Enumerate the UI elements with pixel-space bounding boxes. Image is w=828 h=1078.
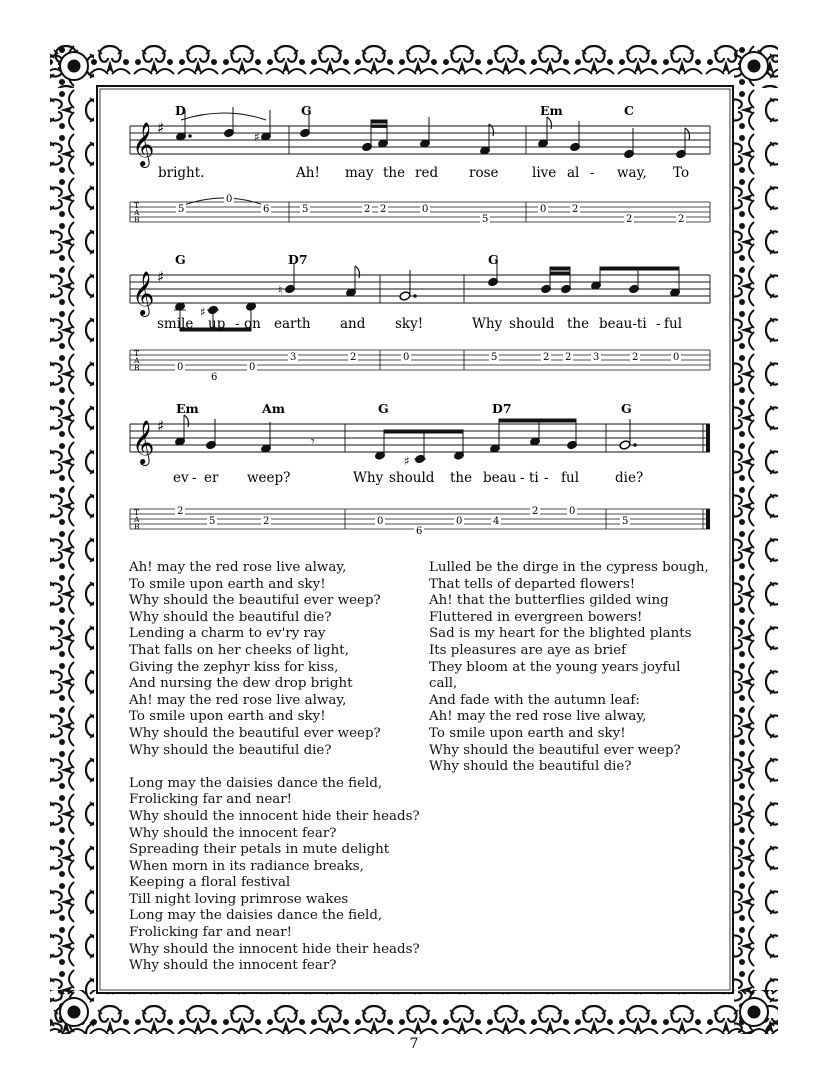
tab-fret-number: 5 (302, 204, 309, 215)
verse-line: Till night loving primrose wakes (129, 891, 349, 907)
tab-fret-number: 2 (626, 214, 633, 225)
staff (130, 126, 710, 154)
lyric-syllable: should (389, 470, 435, 486)
tab-fret-number: 2 (543, 352, 550, 363)
tab-fret-number: 5 (209, 516, 216, 527)
verse-line: Why should the innocent hide their heads? (129, 941, 420, 957)
lyric-hyphen: - (590, 165, 595, 181)
lyric-syllable: and (340, 316, 366, 332)
tab-staff (130, 350, 710, 370)
system-3 (130, 401, 710, 537)
lyric-syllable: bright. (158, 165, 205, 181)
verse-line: Ah! that the butterflies gilded wing (429, 593, 669, 609)
chord-symbols (175, 103, 634, 118)
lyric-syllable: ti (529, 470, 539, 486)
verse-line: Keeping a floral festival (129, 875, 291, 891)
tab-fret-number: 2 (177, 506, 184, 517)
system-2 (130, 252, 710, 383)
tab-fret-number: 6 (416, 526, 423, 537)
lyric-hyphen: - (235, 316, 240, 332)
chord-label: D7 (492, 401, 512, 416)
tab-fret-number: 4 (493, 516, 500, 527)
tab-fret-number: 6 (211, 372, 218, 383)
svg-text:T: T (134, 508, 140, 517)
treble-clef-icon: 𝄞 (132, 420, 155, 464)
verse-line: To smile upon earth and sky! (129, 709, 326, 725)
tab-fret-number: 3 (593, 352, 600, 363)
verse-line: Long may the daisies dance the field, (129, 775, 383, 791)
verse-line: To smile upon earth and sky! (429, 725, 626, 741)
tab-fret-number: 2 (565, 352, 572, 363)
sharp-key-signature-icon: ♯ (157, 268, 165, 286)
lyric-hyphen: - (544, 470, 549, 486)
tab-numbers (175, 352, 681, 383)
verse-line: Ah! may the red rose live alway, (129, 692, 347, 708)
lyric-syllable: beau (483, 470, 517, 486)
tab-fret-number: 0 (540, 204, 547, 215)
sharp-accidental-icon: ♯ (404, 454, 410, 468)
sharp-key-signature-icon: ♯ (157, 119, 165, 137)
tab-clef (133, 508, 140, 531)
chord-label: C (624, 103, 634, 118)
notes (175, 415, 637, 468)
lyrics (157, 316, 682, 332)
chord-label: Em (540, 103, 563, 118)
verse-line: Why should the beautiful die? (129, 609, 332, 625)
verse-line: Spreading their petals in mute delight (129, 842, 390, 858)
tab-fret-number: 5 (491, 352, 498, 363)
tab-fret-number: 2 (380, 204, 387, 215)
tab-fret-number: 2 (678, 214, 685, 225)
tab-fret-number: 2 (364, 204, 371, 215)
tab-fret-number: 0 (226, 194, 233, 205)
tab-fret-number: 0 (569, 506, 576, 517)
tab-fret-number: 0 (177, 362, 184, 373)
tab-fret-number: 2 (632, 352, 639, 363)
sharp-accidental-icon: ♯ (200, 305, 206, 319)
chord-label: D7 (288, 252, 308, 267)
natural-accidental-icon: ♮ (278, 283, 283, 297)
lyrics (173, 470, 643, 486)
verse-line: Why should the innocent hide their heads? (129, 808, 420, 824)
tab-fret-number: 2 (350, 352, 357, 363)
verse-line: Why should the innocent fear? (129, 958, 337, 974)
tab-clef (133, 349, 140, 372)
tab-fret-number: 0 (422, 204, 429, 215)
tab-fret-number: 0 (673, 352, 680, 363)
lyric-syllable: red (415, 165, 439, 181)
verse-line: Its pleasures are aye as brief (429, 642, 627, 658)
lyric-syllable: the (383, 165, 406, 181)
chord-label: G (488, 252, 499, 267)
staff (130, 275, 710, 303)
lyric-hyphen: - (656, 316, 661, 332)
lyric-hyphen: - (520, 470, 525, 486)
lyric-syllable: ful (561, 470, 580, 486)
tab-numbers (176, 194, 686, 225)
chord-symbols (176, 401, 632, 416)
tab-fret-number: 2 (532, 506, 539, 517)
lyric-syllable: beau-ti (599, 316, 647, 332)
verse-line: That tells of departed flowers! (429, 576, 636, 592)
lyric-syllable: die? (615, 470, 644, 486)
page-number: 7 (409, 1036, 419, 1052)
lyric-syllable: ful (664, 316, 683, 332)
lyric-syllable: way, (617, 165, 647, 181)
tab-fret-number: 5 (178, 204, 185, 215)
verse-line: Lulled be the dirge in the cypress bough, (429, 560, 709, 575)
verse-line: Why should the beautiful ever weep? (129, 593, 381, 609)
chord-label: Em (176, 401, 199, 416)
verse-line: To smile upon earth and sky! (129, 576, 326, 592)
lyrics (158, 165, 689, 181)
sharp-key-signature-icon: ♯ (157, 417, 165, 435)
lyric-syllable: earth (274, 316, 311, 332)
verse-line: Why should the beautiful ever weep? (129, 725, 381, 741)
lyric-hyphen: - (192, 470, 197, 486)
tab-fret-number: 2 (263, 516, 270, 527)
verse-line: That falls on her cheeks of light, (129, 642, 349, 658)
tab-fret-number: 3 (290, 352, 297, 363)
lyric-syllable: weep? (247, 470, 291, 486)
tab-fret-number: 6 (263, 204, 270, 215)
chord-label: G (621, 401, 632, 416)
tab-fret-number: 5 (622, 516, 629, 527)
chord-label: G (378, 401, 389, 416)
verse-line: And fade with the autumn leaf: (429, 692, 640, 708)
svg-text:T: T (134, 201, 140, 210)
lyric-syllable: er (204, 470, 219, 486)
eighth-rest-icon: 𝄾 (311, 434, 315, 450)
verse-line: Sad is my heart for the blighted plants (429, 626, 692, 642)
stanza-break (129, 759, 420, 776)
lyric-syllable: on (244, 316, 261, 332)
verse-line: Fluttered in evergreen bowers! (429, 609, 643, 625)
svg-text:A: A (134, 356, 140, 365)
verse-line: Ah! may the red rose live alway, (129, 560, 347, 575)
tab-fret-number: 2 (572, 204, 579, 215)
lyric-syllable: To (673, 165, 690, 181)
svg-text:B: B (134, 215, 140, 224)
sharp-accidental-icon: ♯ (254, 130, 260, 144)
lyric-syllable: ev (173, 470, 189, 486)
tab-clef (133, 201, 140, 224)
verse-line: When morn in its radiance breaks, (129, 858, 364, 874)
svg-text:B: B (134, 522, 140, 531)
lyric-syllable: sky! (395, 316, 424, 332)
verse-line: Why should the beautiful die? (429, 759, 632, 775)
tab-fret-number: 0 (456, 516, 463, 527)
svg-text:B: B (134, 363, 140, 372)
lyric-syllable: should (509, 316, 555, 332)
verse-line: And nursing the dew drop bright (129, 676, 353, 692)
tab-fret-number: 0 (249, 362, 256, 373)
chord-label: D (175, 103, 186, 118)
verse-line: Long may the daisies dance the field, (129, 908, 383, 924)
system-1 (130, 103, 710, 225)
chord-label: G (301, 103, 312, 118)
verse-line: Frolicking far and near! (129, 792, 293, 808)
treble-clef-icon: 𝄞 (132, 271, 155, 315)
verse-line: call, (429, 676, 458, 692)
svg-text:A: A (134, 515, 140, 524)
chord-label: G (175, 252, 186, 267)
svg-text:A: A (134, 208, 140, 217)
lyric-syllable: smile (157, 316, 194, 332)
lyric-syllable: Why (472, 316, 503, 332)
lyric-syllable: rose (469, 165, 499, 181)
verse-column-left (129, 560, 420, 975)
chord-label: Am (262, 401, 285, 416)
tab-fret-number: 5 (482, 214, 489, 225)
chord-symbols (175, 252, 499, 267)
verse-line: Frolicking far and near! (129, 925, 293, 941)
tab-fret-number: 0 (403, 352, 410, 363)
lyric-syllable: Ah! (296, 165, 320, 181)
verse-line: Why should the innocent fear? (129, 825, 337, 841)
verse-line: Why should the beautiful die? (129, 742, 332, 758)
lyric-syllable: live (532, 165, 557, 181)
verse-line: Giving the zephyr kiss for kiss, (129, 659, 339, 675)
lyric-syllable: up (208, 316, 226, 332)
lyric-syllable: Why (353, 470, 384, 486)
lyric-syllable: al (567, 165, 580, 181)
tab-fret-number: 0 (377, 516, 384, 527)
lyric-syllable: the (567, 316, 590, 332)
tab-numbers (175, 506, 630, 537)
verse-line: Why should the beautiful ever weep? (429, 742, 681, 758)
verse-line: They bloom at the young years joyful (429, 659, 681, 675)
verse-column-right (429, 560, 709, 776)
svg-text:T: T (134, 349, 140, 358)
verse-line: Lending a charm to ev'ry ray (129, 626, 326, 642)
lyric-syllable: the (450, 470, 473, 486)
lyric-syllable: may (345, 165, 374, 181)
verse-line: Ah! may the red rose live alway, (429, 709, 647, 725)
treble-clef-icon: 𝄞 (132, 122, 155, 166)
